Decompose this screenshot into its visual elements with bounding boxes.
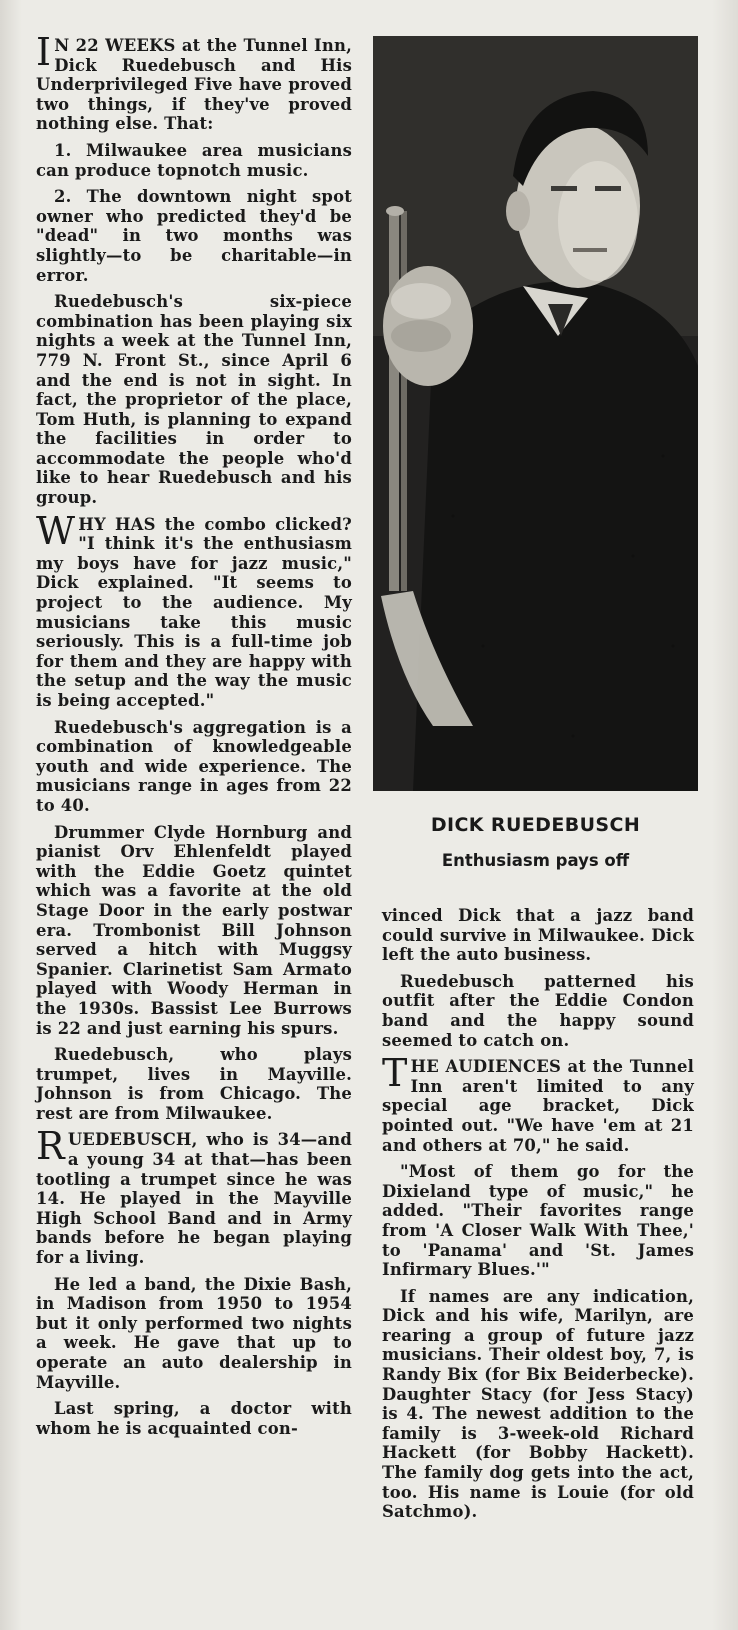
paragraph-text: vinced Dick that a jazz band could survive in Milwaukee. Dick left the auto business. bbox=[382, 906, 694, 965]
paragraph-text: Last spring, a doctor with whom he is acquainted con- bbox=[36, 1399, 352, 1438]
portrait-photo bbox=[373, 36, 698, 791]
article-paragraph bbox=[36, 1399, 352, 1438]
article-paragraph bbox=[36, 30, 352, 134]
paragraph-text: Ruedebusch's aggregation is a combination of knowledgeable youth and wide experience. The musicians range in ages from 22 to 40. bbox=[36, 717, 352, 815]
article-paragraph bbox=[36, 823, 352, 1039]
paragraph-text: If names are any indication, Dick and his wife, Marilyn, are rearing a group of future jazz musicians. Their oldest boy, 7, is Randy Bix (for Bix Beiderbecke). Daughter Stacy (for Jess Stacy) is 4. The newest addition to the family is 3-week-old Richard Hackett (for Bobby Hackett). The family dog gets into the act, too. His name is Louie (for old Satchmo). bbox=[382, 1286, 694, 1522]
article-paragraph bbox=[382, 906, 694, 965]
article-paragraph bbox=[36, 1045, 352, 1123]
paragraph-text: Drummer Clyde Hornburg and pianist Orv Ehlenfeldt played with the Eddie Goetz quintet which was a favorite at the old Stage Door in the early postwar era. Trombonist Bill Johnson served a hitch with Muggsy Spanier. Clarinetist Sam Armato played with Woody Herman in the 1930s. Bassist Lee Burrows is 22 and just earning his spurs. bbox=[36, 822, 352, 1038]
paragraph-text: HE AUDIENCES at the Tunnel Inn aren't limited to any special age bracket, Dick pointed out. "We have 'em at 21 and others at 70," he said. bbox=[382, 1057, 694, 1155]
right-edge bbox=[712, 0, 738, 1630]
article-paragraph bbox=[36, 718, 352, 816]
paragraph-text: Ruedebusch, who plays trumpet, lives in Mayville. Johnson is from Chicago. The rest are from Milwaukee. bbox=[36, 1045, 352, 1123]
drop-cap: I bbox=[36, 30, 52, 74]
paragraph-text: He led a band, the Dixie Bash, in Madison from 1950 to 1954 but it only performed two nights a week. He gave that up to operate an auto dealership in Mayville. bbox=[36, 1274, 352, 1392]
paragraph-text: 1. Milwaukee area musicians can produce topnotch music. bbox=[36, 140, 352, 180]
article-paragraph bbox=[36, 141, 352, 180]
paragraph-text: Ruedebusch patterned his outfit after the Eddie Condon band and the happy sound seemed to catch on. bbox=[382, 971, 694, 1050]
article-paragraph bbox=[36, 1275, 352, 1393]
drop-cap: T bbox=[382, 1051, 408, 1096]
photo-caption-subtitle: Enthusiasm pays off bbox=[441, 851, 630, 870]
article-paragraph bbox=[382, 1162, 694, 1280]
article-paragraph bbox=[382, 1287, 694, 1522]
drop-cap: R bbox=[36, 1124, 65, 1169]
paragraph-text: Ruedebusch's six-piece combination has been playing six nights a week at the Tunnel Inn, 779 N. Front St., since April 6 and the end is not in sight. In fact, the proprietor of the place, Tom Huth, is planning to expand the facilities in order to accommodate the people who'd like to hear Ruedebusch and his group. bbox=[36, 292, 352, 508]
article-paragraph bbox=[36, 292, 352, 508]
article-right-column bbox=[382, 906, 694, 1529]
paragraph-text: N 22 WEEKS at the Tunnel Inn, Dick Ruedebusch and His Underprivileged Five have proved two things, if they've proved nothing else. That: bbox=[36, 36, 352, 134]
left-gutter bbox=[0, 0, 22, 1630]
article-paragraph bbox=[382, 1051, 694, 1155]
paragraph-text: UEDEBUSCH, who is 34—and a young 34 at that—has been tootling a trumpet since he was 14. He played in the Mayville High School Band and in Army bands before he began playing for a living. bbox=[36, 1130, 352, 1268]
article-paragraph bbox=[36, 187, 352, 285]
article-paragraph bbox=[36, 1124, 352, 1268]
photo-caption-name: DICK RUEDEBUSCH bbox=[430, 814, 641, 836]
article-paragraph bbox=[382, 972, 694, 1050]
paragraph-text: HY HAS the combo clicked? "I think it's the enthusiasm my boys have for jazz music," Dick explained. "It seems to project to the audience. My musicians take this music seriously. This is a full-time job for them and they are happy with the setup and the way the music is being accepted." bbox=[36, 514, 352, 710]
drop-cap: W bbox=[36, 508, 76, 553]
article-paragraph bbox=[36, 508, 352, 711]
paragraph-text: 2. The downtown night spot owner who predicted they'd be "dead" in two months was slightly—to be charitable—in error. bbox=[36, 187, 352, 285]
paragraph-text: "Most of them go for the Dixieland type of music," he added. "Their favorites range from 'A Closer Walk With Thee,' to 'Panama' and 'St. James Infirmary Blues.'" bbox=[382, 1162, 694, 1280]
article-left-column bbox=[36, 30, 352, 1445]
portrait-illustration bbox=[373, 36, 698, 791]
